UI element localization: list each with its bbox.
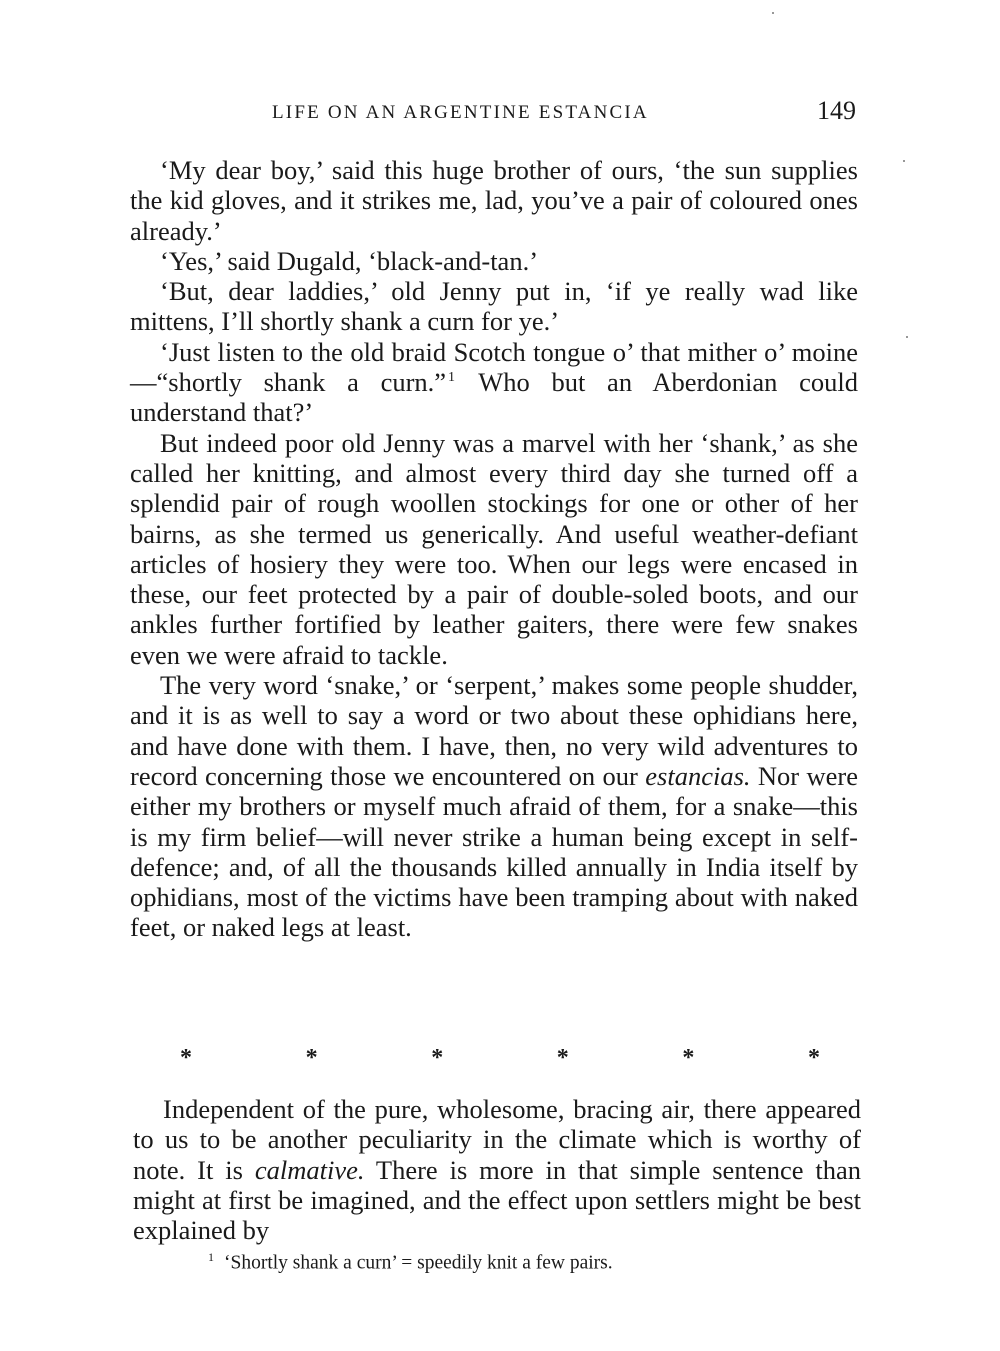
paragraph-text: There is more in that simple sentence than might at first be imagined, and the effect upon settlers might be best explained by (133, 1154, 861, 1246)
paragraph (133, 1094, 861, 1245)
paragraph-text: Who but an Aberdonian could understand that?’ (130, 367, 858, 428)
asterisk: * (305, 1045, 318, 1071)
paragraph (130, 670, 858, 943)
page-number: 149 (817, 96, 856, 125)
paragraph: ‘My dear boy,’ said this huge brother of ours, ‘the sun supplies the kid gloves, and it strikes me, lad, you’ve a pair of coloured ones already.’ (130, 155, 858, 246)
footnote-reference: 1 (448, 370, 456, 386)
paragraph-text: Nor were either my brothers or myself much afraid of them, for a snake—this is my firm belief—will never strike a human being except in self-defence; and, of all the thousands killed annually in India itself by ophidians, most of the victims have been tramping about with naked feet, or naked legs at least. (130, 760, 859, 943)
paragraph (130, 337, 858, 428)
footnote-mark: 1 (208, 1250, 214, 1264)
scan-speck (906, 336, 908, 338)
paragraph-text: Independent of the pure, wholesome, bracing air, there appeared to us to be another peculiarity in the climate which is worthy of note. It is (133, 1094, 861, 1185)
footnote (208, 1250, 828, 1275)
asterisk: * (180, 1045, 192, 1071)
section-break (180, 1045, 820, 1072)
body-text (130, 155, 858, 943)
paragraph: ‘But, dear laddies,’ old Jenny put in, ‘if ye really wad like mittens, I’ll shortly shank a curn for ye.’ (130, 276, 858, 337)
paragraph: ‘Yes,’ said Dugald, ‘black-and-tan.’ (160, 245, 539, 276)
paragraph-text: ‘Just listen to the old braid Scotch tongue o’ that mither o’ moine—“shortly shank a curn.” (130, 336, 858, 398)
scan-speck (772, 12, 774, 14)
asterisk: * (682, 1045, 695, 1071)
running-title: LIFE ON AN ARGENTINE ESTANCIA (272, 102, 649, 123)
asterisk: * (431, 1045, 444, 1071)
scan-speck (903, 160, 905, 162)
paragraph: But indeed poor old Jenny was a marvel with her ‘shank,’ as she called her knitting, and almost every third day she turned off a splendid pair of rough woollen stockings for one or other of her bairns, as she termed us generically. And useful weather-defiant articles of hosiery they were too. When our legs were encased in these, our feet protected by a pair of double-soled boots, and our ankles further fortified by leather gaiters, there were few snakes even we were afraid to tackle. (130, 427, 858, 670)
footnote-text: ‘Shortly shank a curn’ = speedily knit a few pairs. (224, 1252, 613, 1274)
asterisk: * (807, 1045, 820, 1071)
paragraph-text: The very word ‘snake,’ or ‘serpent,’ makes some people shudder, and it is as well to say a word or two about these ophidians here, and have done with them. I have, then, no very wild adventures to record concerning those we encountered on our (130, 670, 858, 791)
italic-term: estancias. (645, 760, 751, 791)
asterisk: * (556, 1045, 569, 1071)
page-header (130, 96, 860, 130)
body-text-continued (133, 1094, 861, 1245)
italic-term: calmative. (254, 1154, 365, 1185)
